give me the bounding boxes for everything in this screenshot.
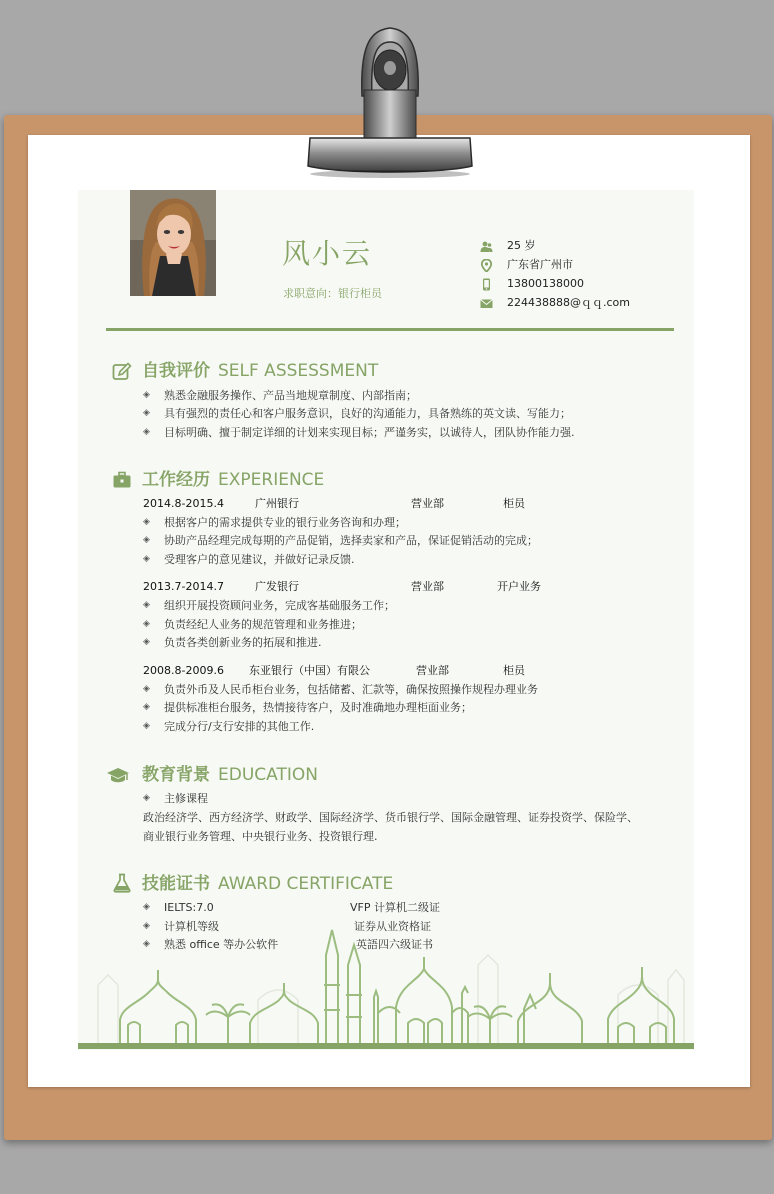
footer-divider [78,1043,694,1049]
age-text: 25 岁 [507,239,536,252]
edit-icon [112,362,132,382]
email-text: 224438888@ｑｑ.com [507,296,630,309]
job-period: 2013.7-2014.7 [143,580,224,593]
phone-row [480,276,700,292]
job-period: 2014.8-2015.4 [143,497,224,510]
profile-photo [130,190,216,296]
certificate-item: 英語四六级证书 [356,938,433,951]
job-company: 广发银行 [255,580,299,593]
mail-icon [480,297,493,310]
age-row [480,238,700,254]
candidate-name: 风小云 [282,237,373,270]
job-dept: 营业部 [411,497,444,510]
person-icon [480,240,493,253]
job-role: 开户业务 [497,580,541,593]
section-title-education: 教育背景 EDUCATION [142,765,318,785]
job-role: 柜员 [503,664,525,677]
header-divider [106,328,674,331]
job-company: 广州银行 [255,497,299,510]
section-title-self-assessment: 自我评价 SELF ASSESSMENT [142,361,379,381]
skyline-illustration [78,925,694,1050]
binder-clip-icon [300,26,480,178]
location-pin-icon [480,259,493,272]
courses-line: 政治经济学、西方经济学、财政学、国际经济学、货币银行学、国际金融管理、证券投资学、保险学、 [143,811,638,824]
job-dept: 营业部 [411,580,444,593]
briefcase-icon [112,470,132,490]
phone-icon [480,278,493,291]
section-title-skills: 技能证书 AWARD CERTIFICATE [142,874,394,894]
section-title-experience: 工作经历 EXPERIENCE [142,470,325,490]
email-row [480,295,700,311]
job-intent: 求职意向：银行柜员 [283,287,382,300]
location-row [480,257,700,273]
flask-icon [112,873,132,893]
location-text: 广东省广州市 [507,258,573,271]
certificate-item: 证券从业资格证 [354,920,431,933]
graduation-cap-icon [106,766,130,786]
phone-text: 13800138000 [507,277,584,290]
job-company: 东亚银行（中国）有限公 [249,664,370,677]
job-period: 2008.8-2009.6 [143,664,224,677]
certificate-item: VFP 计算机二级证 [350,901,440,914]
job-dept: 营业部 [416,664,449,677]
job-role: 柜员 [503,497,525,510]
courses-line: 商业银行业务管理、中央银行业务、投资银行理. [143,830,378,843]
